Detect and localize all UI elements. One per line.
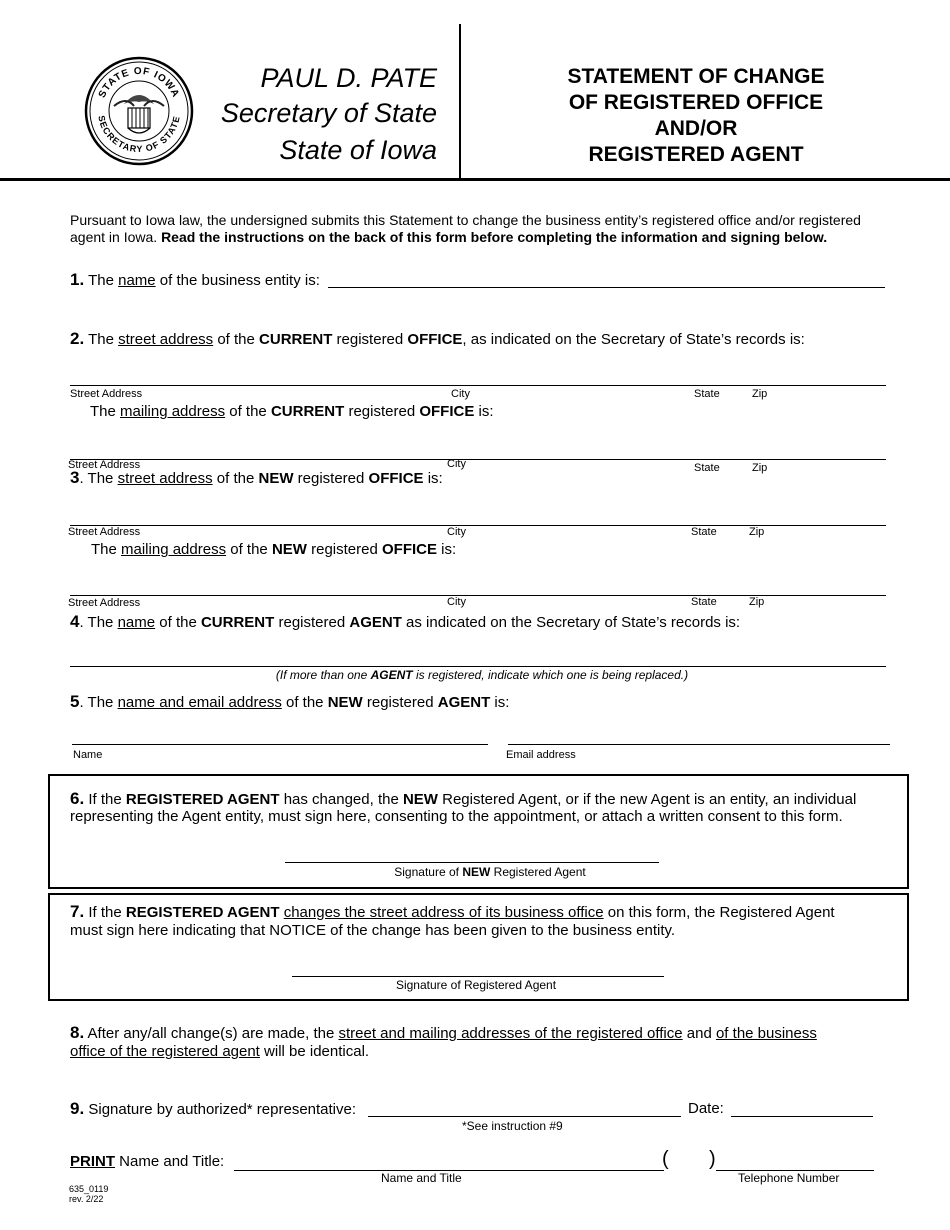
form-revision: rev. 2/22 (69, 1194, 104, 1204)
form-code: 635_0119 (69, 1184, 109, 1194)
item-4-label (70, 613, 740, 632)
item-7-line-2: must sign here indicating that NOTICE of the change has been given to the business entity. (70, 922, 676, 939)
item-2-label (70, 330, 805, 349)
item-6-line-2: representing the Agent entity, must sign here, consenting to the appointment, or attach a written consent to this form. (70, 808, 843, 825)
intro-instructions-bold: Read the instructions on the back of this form before completing the information and signing below. (161, 229, 828, 245)
text-bold-underlined: PRINT (70, 1153, 115, 1170)
text-underlined: street address (117, 470, 213, 487)
text: registered (306, 541, 382, 558)
text: If the (84, 791, 126, 808)
text: registered (332, 331, 408, 348)
item-1-label (70, 271, 320, 290)
text: The (84, 272, 119, 289)
text: registered (293, 470, 369, 487)
state-label: State (691, 526, 717, 538)
text: is registered, indicate which one is being replaced.) (412, 668, 689, 682)
zip-label: Zip (752, 388, 768, 400)
header-divider-vertical (459, 24, 461, 180)
current-agent-name-field[interactable] (70, 666, 886, 667)
official-name: PAUL D. PATE (260, 63, 437, 93)
text-bold: AGENT (370, 668, 413, 682)
text: will be identical. (259, 1043, 370, 1060)
text: is: (474, 403, 494, 420)
item-number: 4 (70, 612, 80, 631)
item-7-line-1 (70, 903, 835, 922)
text-underlined: office of the registered agent (70, 1043, 260, 1060)
item-3-mailing-label (91, 541, 456, 559)
item-2-mailing-label (90, 403, 494, 421)
print-name-title-label (70, 1153, 224, 1171)
text: Signature by authorized* representative: (84, 1101, 357, 1118)
text: The (91, 541, 122, 558)
text: is: (423, 470, 443, 487)
text-underlined: mailing address (121, 541, 227, 558)
intro-line-2 (70, 228, 827, 246)
agent-signature-label: Signature of Registered Agent (395, 978, 557, 992)
text-bold: NEW (327, 694, 363, 711)
text: registered (344, 403, 420, 420)
date-field[interactable] (731, 1116, 873, 1117)
item-number: 1. (70, 270, 85, 289)
date-label: Date: (688, 1100, 724, 1117)
text: has changed, the (279, 791, 403, 808)
text: of the (225, 403, 271, 420)
phone-paren-close: ) (709, 1148, 716, 1170)
email-label: Email address (506, 749, 576, 761)
text: of the business entity is: (155, 272, 320, 289)
item-5-label (70, 693, 509, 712)
text: on this form, the Registered Agent (603, 904, 835, 921)
text: . The (79, 694, 118, 711)
text-bold: CURRENT (259, 331, 333, 348)
name-and-title-label: Name and Title (381, 1171, 462, 1185)
form-title-line: OF REGISTERED OFFICE (568, 91, 824, 114)
name-label: Name (73, 749, 103, 761)
text-bold: REGISTERED AGENT (125, 791, 280, 808)
new-agent-signature-label (0, 866, 950, 879)
text: If the (84, 904, 126, 921)
item-number: 2. (70, 329, 85, 348)
business-entity-name-field[interactable] (328, 287, 885, 288)
text: is: (437, 541, 457, 558)
text-bold: OFFICE (407, 331, 463, 348)
text-bold: REGISTERED AGENT (125, 904, 280, 921)
current-office-street-address-field[interactable] (70, 385, 886, 386)
text-bold: OFFICE (382, 541, 437, 558)
intro-text-1: Pursuant to Iowa law, the undersigned submits this Statement to change the business entity’s registered office and/or registered (70, 212, 861, 228)
city-label: City (447, 458, 466, 470)
item-number: 3 (70, 468, 80, 487)
form-title-line: STATEMENT OF CHANGE (567, 65, 825, 88)
item-number: 5 (70, 692, 80, 711)
item-3-label (70, 469, 443, 488)
text: After any/all change(s) are made, the (84, 1025, 339, 1042)
form-title (500, 64, 892, 168)
text: registered (274, 614, 350, 631)
item-number: 8. (70, 1023, 85, 1042)
street-address-label: Street Address (68, 459, 141, 471)
text-bold: CURRENT (200, 614, 275, 631)
text-bold: NEW (258, 470, 294, 487)
text: and (682, 1025, 716, 1042)
see-instruction-note: *See instruction #9 (462, 1119, 563, 1133)
street-address-label: Street Address (68, 597, 141, 609)
state-label: State (694, 462, 720, 474)
new-agent-signature-field[interactable] (285, 862, 659, 863)
authorized-signature-field[interactable] (368, 1116, 681, 1117)
intro-line-1 (70, 211, 861, 229)
item-number: 6. (70, 789, 85, 808)
text: The (90, 403, 121, 420)
new-agent-name-field[interactable] (72, 744, 488, 745)
text: registered (362, 694, 438, 711)
text: Signature of (394, 865, 463, 879)
text-underlined: mailing address (120, 403, 226, 420)
text-underlined: name and email address (117, 694, 282, 711)
text-underlined: name (117, 614, 156, 631)
telephone-number-label: Telephone Number (738, 1171, 840, 1185)
official-title: Secretary of State (220, 98, 437, 128)
form-title-line: REGISTERED AGENT (588, 143, 804, 166)
text: Registered Agent (490, 865, 586, 879)
text: is: (490, 694, 510, 711)
text: , as indicated on the Secretary of State’s records is: (462, 331, 805, 348)
text-bold: NEW (402, 791, 438, 808)
svg-text:SECRETARY OF STATE (96, 115, 182, 155)
state-label: State (691, 596, 717, 608)
item-number: 7. (70, 902, 85, 921)
text: of the (155, 614, 201, 631)
state-label: State (694, 388, 720, 400)
text: Registered Agent, or if the new Agent is an entity, an individual (437, 791, 857, 808)
city-label: City (447, 596, 466, 608)
text-underlined: name (118, 272, 156, 289)
text-underlined: changes the street address of its business office (283, 904, 604, 921)
state-seal (84, 56, 194, 166)
text-bold: NEW (271, 541, 307, 558)
text-bold: AGENT (437, 694, 491, 711)
zip-label: Zip (749, 596, 765, 608)
city-label: City (451, 388, 470, 400)
current-office-mailing-address-field[interactable] (70, 459, 886, 460)
text-bold: OFFICE (419, 403, 475, 420)
svg-text:STATE OF IOWA (97, 66, 181, 100)
text: The (84, 331, 119, 348)
agent-signature-field[interactable] (292, 976, 664, 977)
zip-label: Zip (749, 526, 765, 538)
new-agent-email-field[interactable] (508, 744, 890, 745)
item-6-line-1 (70, 790, 856, 809)
intro-text-2: agent in Iowa. (70, 229, 162, 245)
text: of the (226, 541, 272, 558)
text-bold: OFFICE (368, 470, 424, 487)
seal-text-top: STATE OF IOWA (96, 65, 182, 100)
text-underlined: of the business (715, 1025, 817, 1042)
item-number: 9. (70, 1099, 85, 1118)
item-9-label (70, 1100, 356, 1119)
text: of the (213, 331, 260, 348)
text: of the (281, 694, 328, 711)
item-8-line-1 (70, 1024, 817, 1043)
text: as indicated on the Secretary of State’s records is: (401, 614, 741, 631)
form-title-line: AND/OR (654, 117, 738, 140)
zip-label: Zip (752, 462, 768, 474)
text-bold: CURRENT (270, 403, 345, 420)
text-bold: NEW (462, 865, 491, 879)
text-underlined: street and mailing addresses of the registered office (338, 1025, 683, 1042)
text: . The (79, 470, 118, 487)
street-address-label: Street Address (68, 526, 141, 538)
city-label: City (447, 526, 466, 538)
official-state: State of Iowa (279, 135, 437, 165)
street-address-label: Street Address (70, 388, 143, 400)
text: Name and Title: (115, 1153, 225, 1170)
seal-text-bottom: SECRETARY OF STATE (96, 114, 182, 155)
header-divider-horizontal (0, 178, 950, 181)
agent-replacement-note (7, 669, 950, 682)
text-bold: AGENT (349, 614, 402, 631)
text-underlined: street address (118, 331, 214, 348)
item-8-line-2 (70, 1043, 369, 1061)
text: . The (79, 614, 118, 631)
text: (If more than one (275, 668, 371, 682)
phone-paren-open: ( (662, 1148, 669, 1170)
text: of the (212, 470, 259, 487)
